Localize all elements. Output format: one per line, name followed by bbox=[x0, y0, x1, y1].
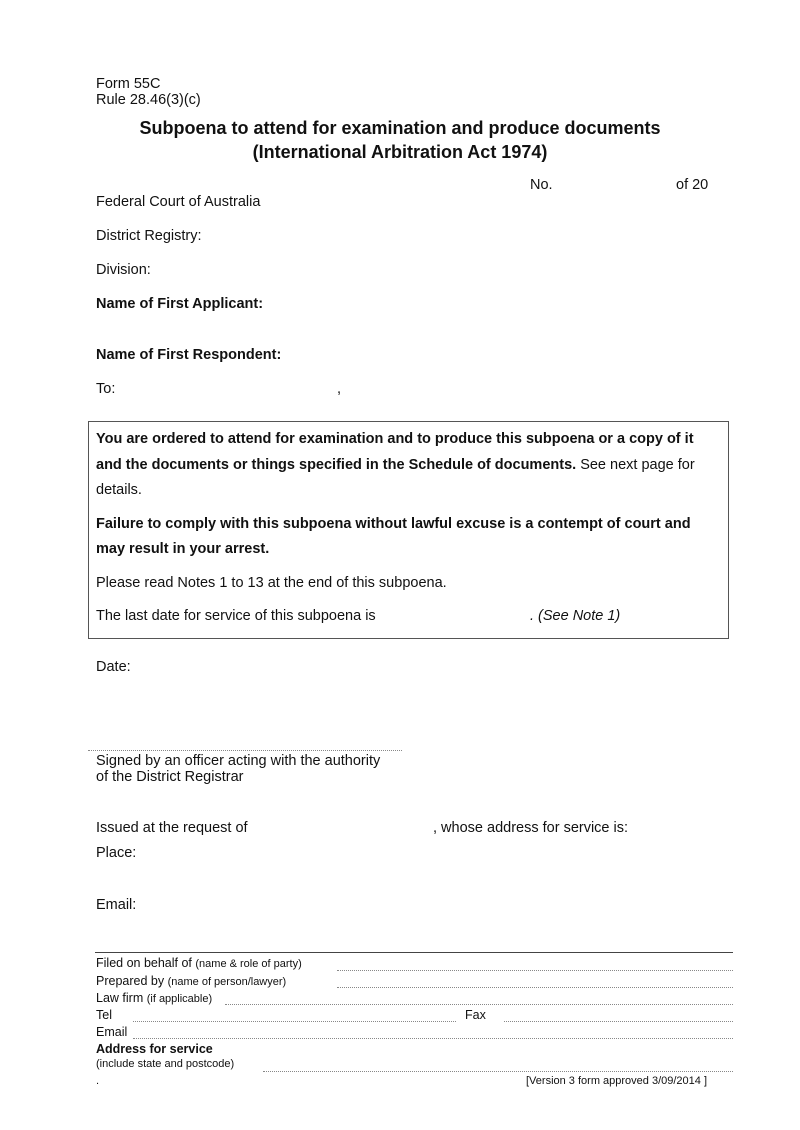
form-number: Form 55C bbox=[96, 76, 161, 92]
last-date-label: The last date for service of this subpoena is bbox=[96, 608, 376, 624]
date-label: Date: bbox=[96, 659, 131, 675]
court-name: Federal Court of Australia bbox=[96, 194, 261, 210]
case-year-label: of 20 bbox=[676, 177, 709, 193]
filed-on-behalf-field[interactable] bbox=[337, 970, 733, 971]
prepared-hint: (name of person/lawyer) bbox=[167, 976, 287, 988]
failure-line-2: may result in your arrest. bbox=[96, 541, 270, 557]
to-label: To: bbox=[96, 381, 116, 397]
order-line-2-bold: and the documents or things specified in the Schedule of documents. bbox=[96, 457, 577, 473]
notes-instruction: Please read Notes 1 to 13 at the end of this subpoena. bbox=[96, 575, 447, 591]
failure-line-1: Failure to comply with this subpoena without lawful excuse is a contempt of court and bbox=[96, 516, 691, 532]
filed-hint: (name & role of party) bbox=[195, 958, 302, 970]
signature-line bbox=[88, 750, 402, 751]
division-label: Division: bbox=[96, 262, 151, 278]
footer-address-hint: (include state and postcode) bbox=[96, 1058, 235, 1070]
prepared-by-label bbox=[96, 974, 286, 988]
law-firm-field[interactable] bbox=[225, 1004, 733, 1005]
first-respondent-label: Name of First Respondent: bbox=[96, 347, 282, 363]
order-line-1: You are ordered to attend for examination and to produce this subpoena or a copy of it bbox=[96, 431, 694, 447]
footer-email-label: Email bbox=[96, 1025, 128, 1039]
to-comma: , bbox=[337, 381, 342, 397]
order-line-3: details. bbox=[96, 482, 142, 498]
footer-email-field[interactable] bbox=[133, 1038, 733, 1039]
tel-label: Tel bbox=[96, 1008, 112, 1022]
prepared-by-field[interactable] bbox=[337, 987, 733, 988]
law-firm-label-text: Law firm bbox=[96, 991, 144, 1005]
first-applicant-label: Name of First Applicant: bbox=[96, 296, 264, 312]
fax-field[interactable] bbox=[504, 1021, 733, 1022]
rule-reference: Rule 28.46(3)(c) bbox=[96, 92, 201, 108]
case-number-label: No. bbox=[530, 177, 553, 193]
document-subtitle: (International Arbitration Act 1974) bbox=[252, 142, 548, 162]
form-version: [Version 3 form approved 3/09/2014 ] bbox=[526, 1075, 708, 1087]
issued-at-request-label: Issued at the request of bbox=[96, 820, 248, 836]
see-note-1: . (See Note 1) bbox=[530, 608, 621, 624]
order-line-2 bbox=[96, 457, 695, 473]
prepared-label-text: Prepared by bbox=[96, 974, 165, 988]
footer-address-label: Address for service bbox=[96, 1042, 213, 1056]
email-label: Email: bbox=[96, 897, 137, 913]
filed-on-behalf-label bbox=[96, 956, 302, 970]
place-label: Place: bbox=[96, 845, 137, 861]
footer-address-field[interactable] bbox=[263, 1071, 733, 1072]
footer-top-rule bbox=[95, 952, 733, 953]
signed-by-line-2: of the District Registrar bbox=[96, 769, 244, 785]
document-title: Subpoena to attend for examination and produce documents bbox=[139, 118, 661, 138]
order-line-2-rest: See next page for bbox=[576, 457, 695, 473]
district-registry-label: District Registry: bbox=[96, 228, 202, 244]
signed-by-line-1: Signed by an officer acting with the authority bbox=[96, 753, 381, 769]
footer-dot: . bbox=[96, 1075, 100, 1087]
tel-field[interactable] bbox=[133, 1021, 456, 1022]
filed-label-text: Filed on behalf of bbox=[96, 956, 192, 970]
law-firm-hint: (if applicable) bbox=[146, 993, 213, 1005]
fax-label: Fax bbox=[465, 1008, 486, 1022]
address-for-service-label: , whose address for service is: bbox=[433, 820, 629, 836]
law-firm-label bbox=[96, 991, 212, 1005]
